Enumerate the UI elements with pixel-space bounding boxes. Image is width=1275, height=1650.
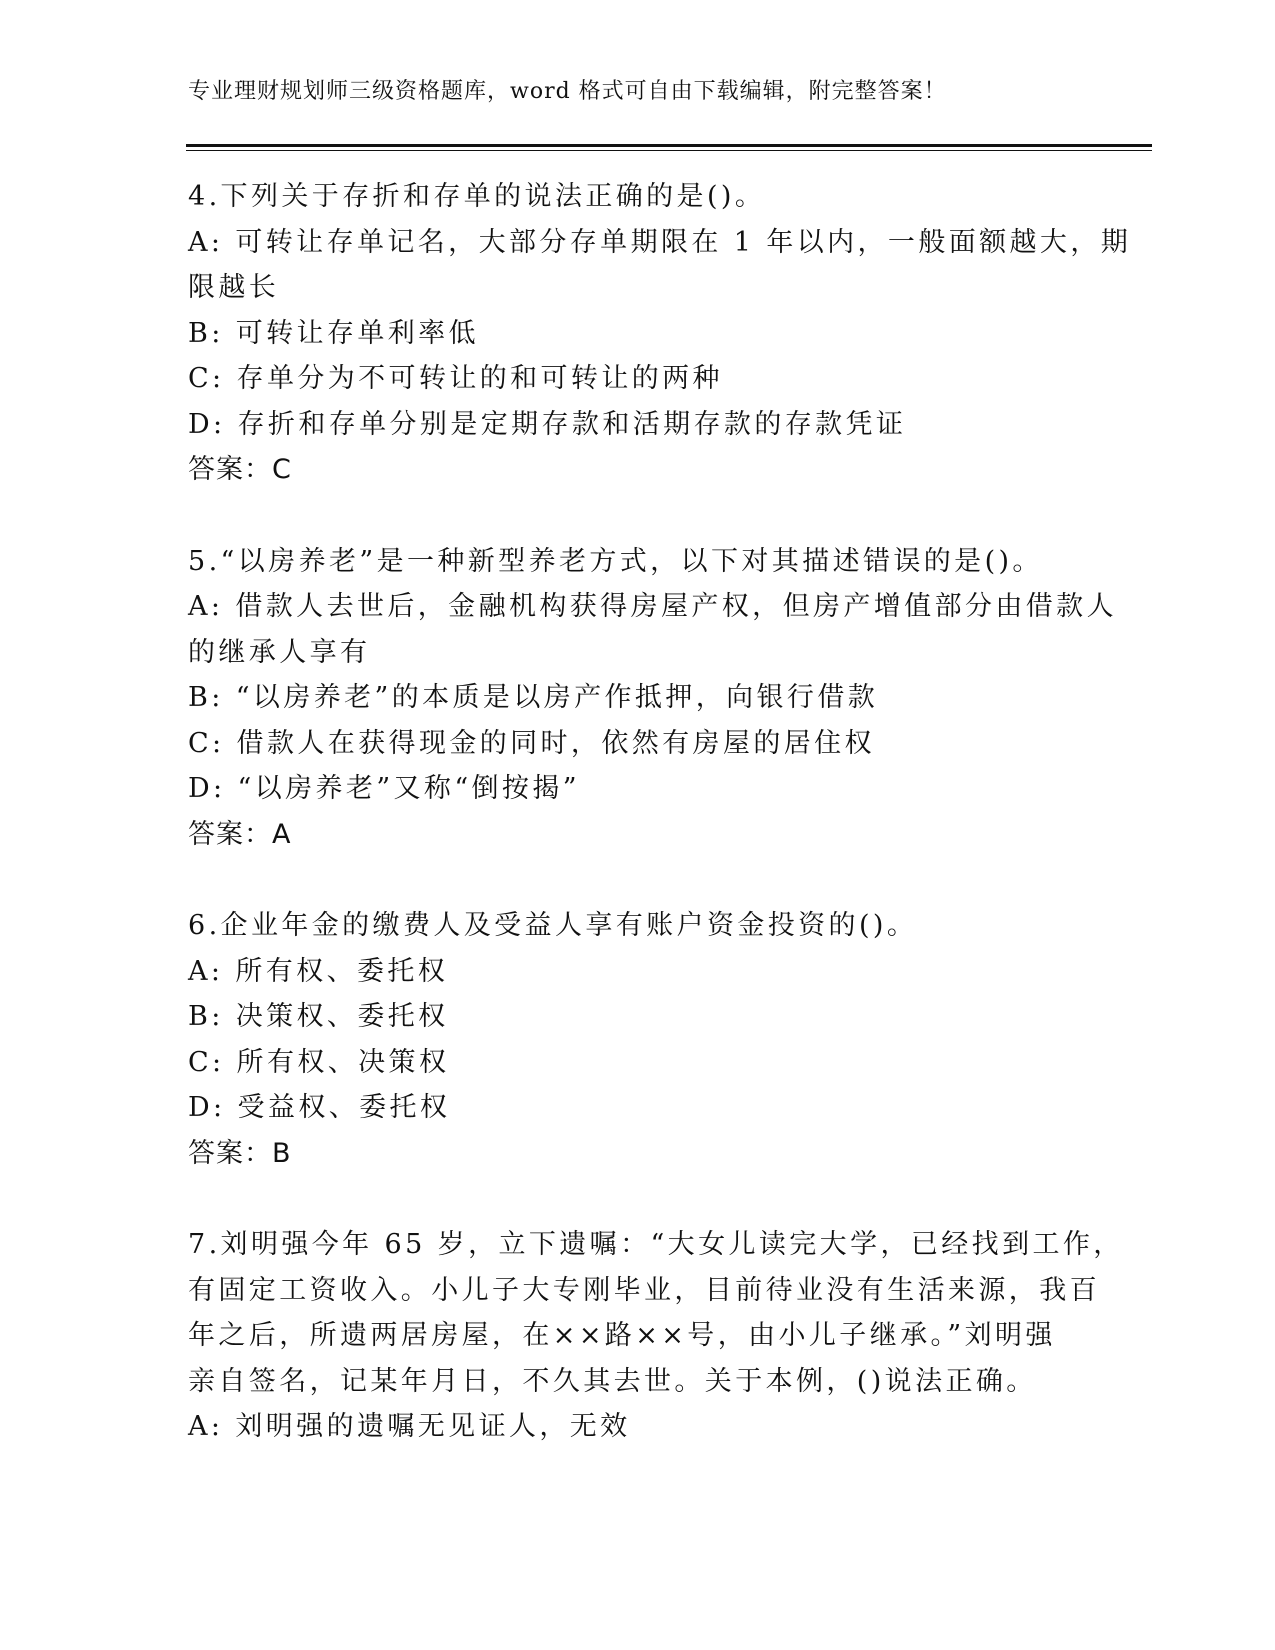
option-d: D: 受益权、委托权	[188, 1092, 451, 1123]
answer-label: 答案：A	[188, 818, 292, 850]
option-a: A: 可转让存单记名，大部分存单期限在 1 年以内，一般面额越大，期	[188, 226, 1132, 258]
question-6	[188, 903, 1088, 1176]
answer-label: 答案：B	[188, 1137, 292, 1169]
answer-label: 答案：C	[188, 454, 292, 485]
question-stem-line-2: 有固定工资收入。小儿子大专刚毕业，目前待业没有生活来源，我百	[188, 1274, 1100, 1306]
question-stem-line-4: 亲自签名，记某年月日，不久其去世。关于本例，()说法正确。	[188, 1365, 1037, 1397]
option-d: D: 存折和存单分别是定期存款和活期存款的存款凭证	[188, 408, 907, 440]
option-a-continued: 限越长	[188, 272, 280, 303]
header-rule-thin	[186, 150, 1152, 151]
question-stem: 5.“以房养老”是一种新型养老方式，以下对其描述错误的是()。	[188, 545, 1043, 577]
option-b: B: 可转让存单利率低	[188, 317, 479, 349]
option-b: B: “以房养老”的本质是以房产作抵押，向银行借款	[188, 682, 879, 713]
option-a: A: 借款人去世后，金融机构获得房屋产权，但房产增值部分由借款人	[188, 591, 1117, 622]
option-c: C: 存单分为不可转让的和可转让的两种	[188, 363, 723, 394]
question-4	[188, 174, 1132, 493]
question-5	[188, 539, 1117, 858]
question-stem: 4.下列关于存折和存单的说法正确的是()。	[188, 181, 766, 212]
question-stem-line-3: 年之后，所遗两居房屋，在××路××号，由小儿子继承。”刘明强	[188, 1320, 1056, 1351]
page-header: 专业理财规划师三级资格题库，word 格式可自由下载编辑，附完整答案！	[188, 79, 947, 104]
question-list	[188, 174, 1132, 1450]
option-a: A: 刘明强的遗嘱无见证人，无效	[188, 1411, 631, 1442]
question-7	[188, 1222, 1124, 1450]
option-c: C: 所有权、决策权	[188, 1046, 450, 1078]
option-a: A: 所有权、委托权	[188, 955, 449, 987]
option-a-continued: 的继承人享有	[188, 636, 371, 668]
option-b: B: 决策权、委托权	[188, 1001, 449, 1032]
option-d: D: “以房养老”又称“倒按揭”	[188, 773, 580, 804]
option-c: C: 借款人在获得现金的同时，依然有房屋的居住权	[188, 727, 875, 759]
question-stem: 6.企业年金的缴费人及受益人享有账户资金投资的()。	[188, 910, 918, 941]
header-rule-thick	[186, 144, 1152, 147]
question-stem: 7.刘明强今年 65 岁，立下遗嘱：“大女儿读完大学，已经找到工作，	[188, 1229, 1124, 1260]
